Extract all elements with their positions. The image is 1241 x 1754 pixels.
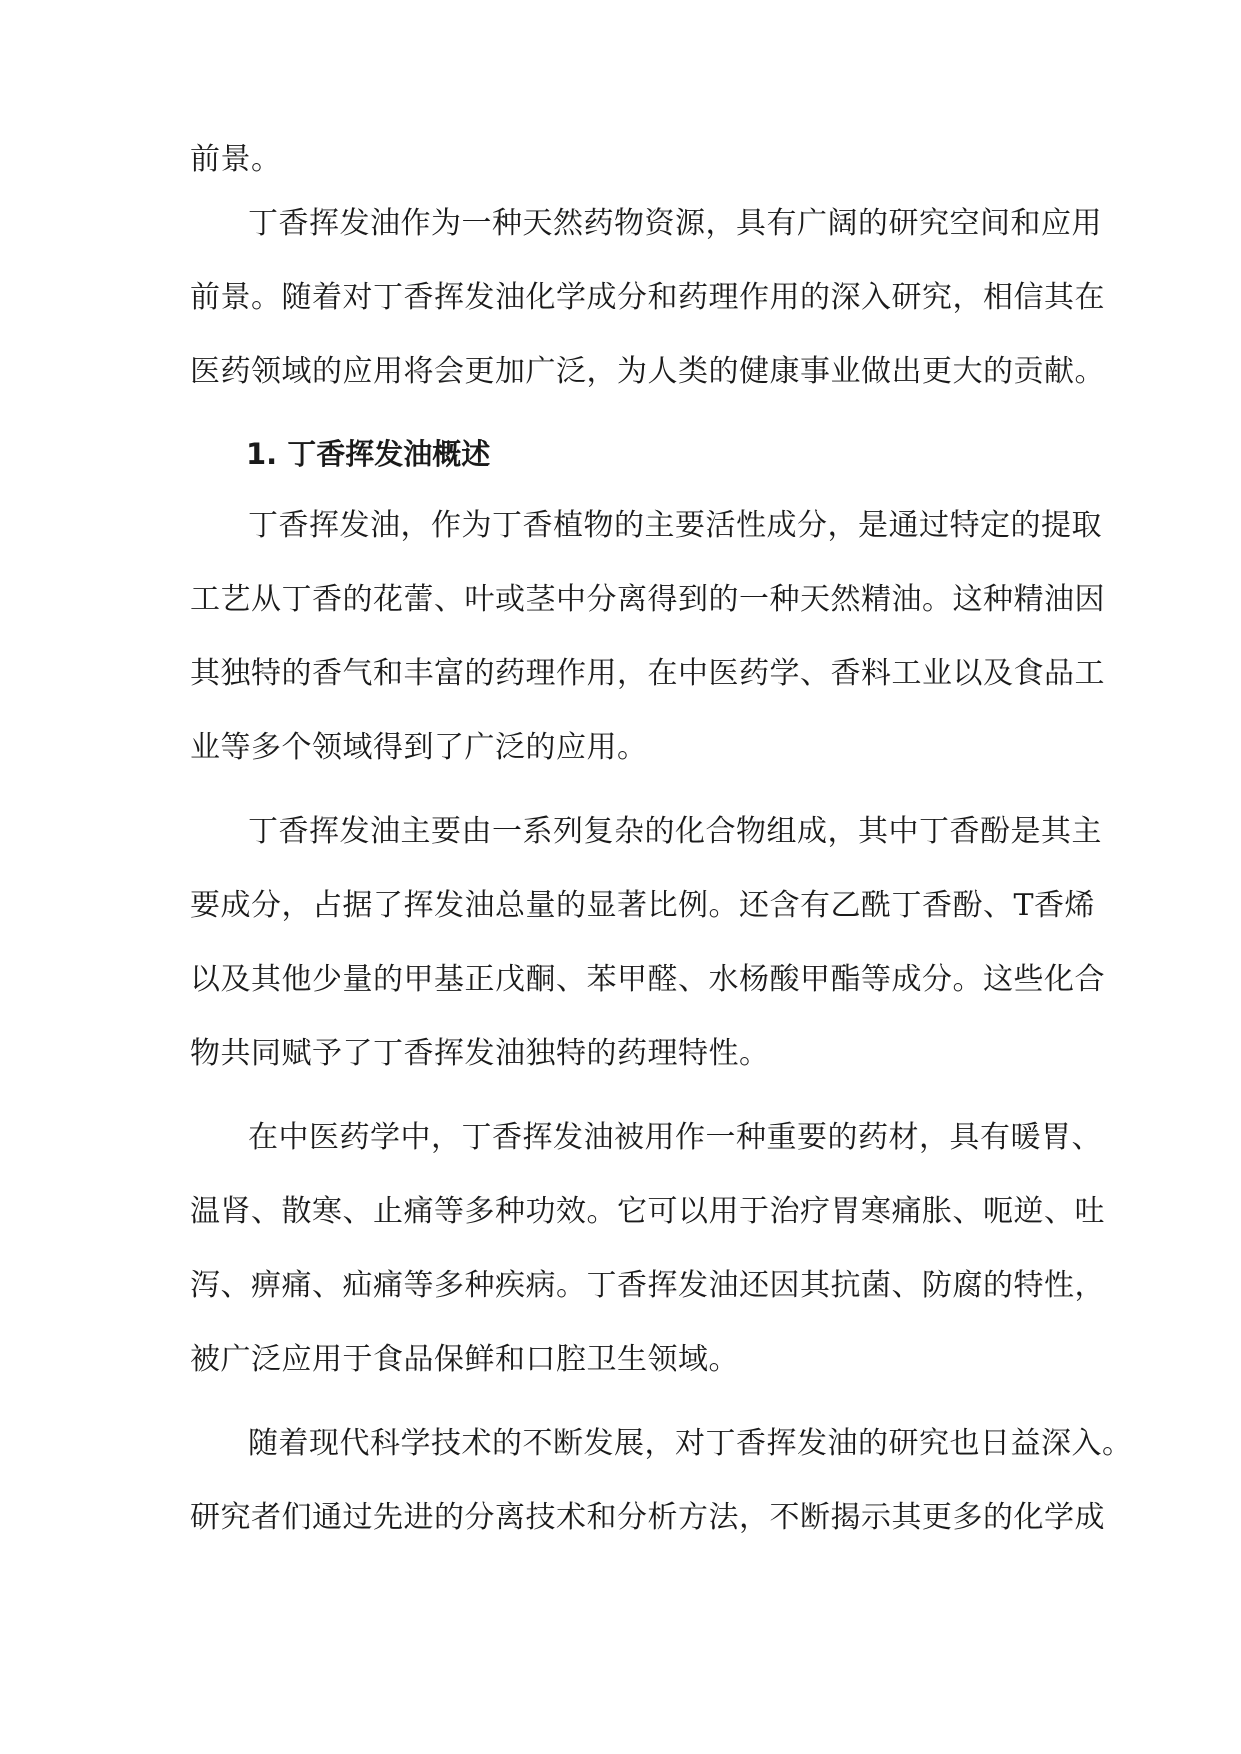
paragraph-overview-3 [190,1118,1105,1380]
text-line: 工艺从丁香的花蕾、叶或茎中分离得到的一种天然精油。这种精油因 [190,582,1105,617]
paragraph-overview-2 [190,812,1105,1074]
text-line: 其独特的香气和丰富的药理作用，在中医药学、香料工业以及食品工 [190,656,1105,691]
text-line: 在中医药学中，丁香挥发油被用作一种重要的药材，具有暖胃、 [248,1120,1102,1155]
text-line: 物共同赋予了丁香挥发油独特的药理特性。 [190,1036,770,1071]
text-line: 医药领域的应用将会更加广泛，为人类的健康事业做出更大的贡献。 [190,354,1105,389]
text-line: 温肾、散寒、止痛等多种功效。它可以用于治疗胃寒痛胀、呃逆、吐 [190,1194,1105,1229]
text-line: 业等多个领域得到了广泛的应用。 [190,730,648,765]
section-heading: 1. 丁香挥发油概述 [246,437,491,471]
paragraph-intro-closing [190,204,1105,392]
text-line: 研究者们通过先进的分离技术和分析方法，不断揭示其更多的化学成 [190,1500,1105,1535]
paragraph-continuation [190,140,282,180]
text-line: 以及其他少量的甲基正戊酮、苯甲醛、水杨酸甲酯等成分。这些化合 [190,962,1105,997]
text-line: 前景。随着对丁香挥发油化学成分和药理作用的深入研究，相信其在 [190,280,1105,315]
text-line: 要成分，占据了挥发油总量的显著比例。还含有乙酰丁香酚、T香烯 [190,888,1096,923]
text-line: 丁香挥发油主要由一系列复杂的化合物组成，其中丁香酚是其主 [248,814,1102,849]
paragraph-overview-4 [190,1424,1133,1538]
text-line: 丁香挥发油，作为丁香植物的主要活性成分，是通过特定的提取 [248,508,1102,543]
text-line: 丁香挥发油作为一种天然药物资源，具有广阔的研究空间和应用 [248,206,1102,241]
text-line: 被广泛应用于食品保鲜和口腔卫生领域。 [190,1342,739,1377]
text-line: 泻、痹痛、疝痛等多种疾病。丁香挥发油还因其抗菌、防腐的特性， [190,1268,1105,1303]
text-line: 随着现代科学技术的不断发展，对丁香挥发油的研究也日益深入。 [248,1426,1133,1461]
text-line: 前景。 [190,142,282,177]
paragraph-overview-1 [190,506,1105,768]
